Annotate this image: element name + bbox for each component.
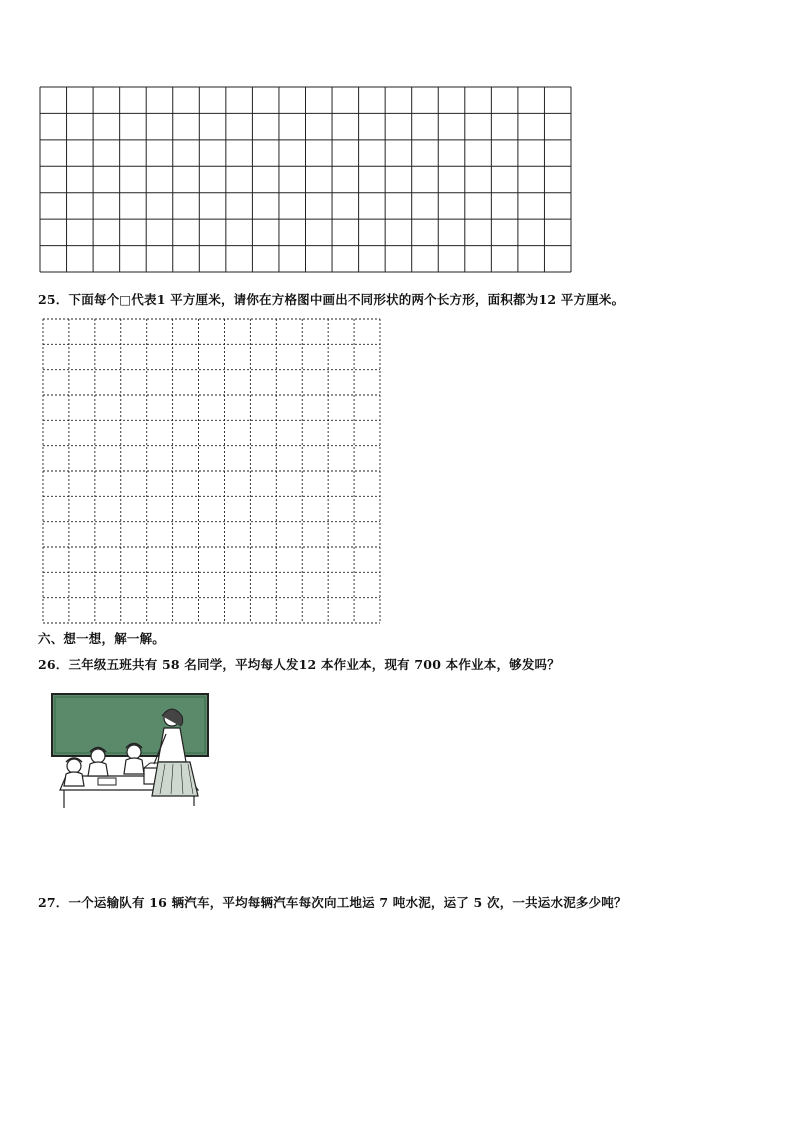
classroom-illustration xyxy=(38,686,210,816)
question-26: 26．三年级五班共有 58 名同学，平均每人发12 本作业本，现有 700 本作业本，够发吗？ xyxy=(38,657,560,672)
question-25: 25．下面每个□代表1 平方厘米，请你在方格图中画出不同形状的两个长方形，面积都为12 平方厘米。 xyxy=(38,292,625,307)
answer-grid-solid xyxy=(39,86,572,273)
question-27: 27．一个运输队有 16 辆汽车，平均每辆汽车每次向工地运 7 吨水泥，运了 5 次，一共运水泥多少吨？ xyxy=(38,895,627,910)
section-heading: 六、想一想，解一解。 xyxy=(38,631,166,646)
student-middle-left xyxy=(88,748,108,777)
book xyxy=(98,778,116,785)
student-left xyxy=(64,758,84,786)
answer-grid-dotted xyxy=(42,318,381,624)
